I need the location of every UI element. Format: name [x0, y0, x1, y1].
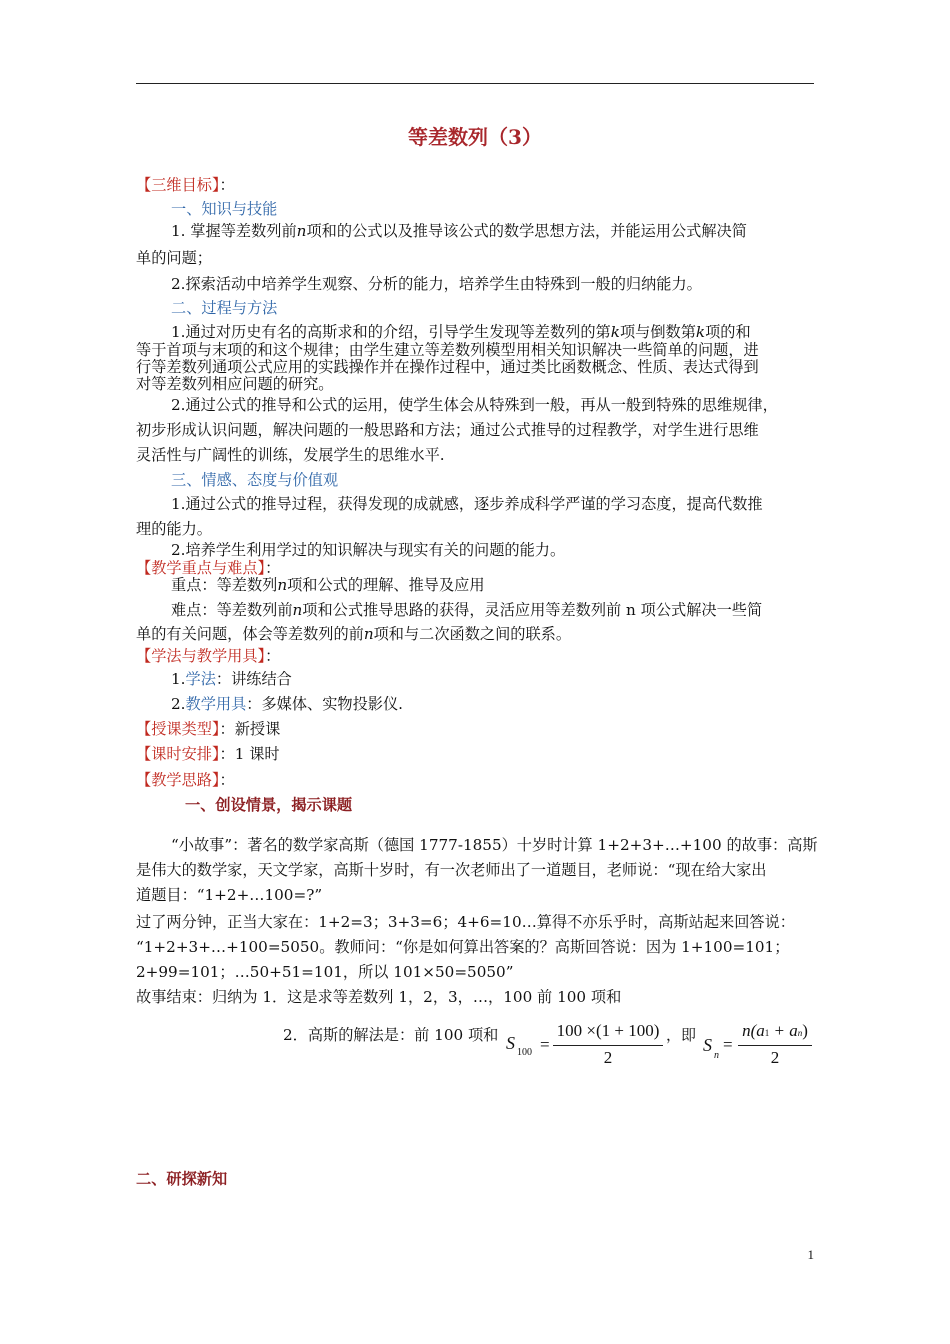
story-line-7: 故事结束：归纳为 1．这是求等差数列 1，2，3，…，100 前 100 项和	[136, 988, 622, 1006]
process-item-2-line2: 初步形成认识问题，解决问题的一般思路和方法；通过公式推导的过程教学，对学生进行思维	[136, 421, 759, 439]
story-line-4: 过了两分钟，正当大家在：1+2=3；3+3=6；4+6=10…算得不亦乐乎时，高斯站起来回答说：	[136, 913, 795, 931]
header-rule	[136, 83, 814, 84]
story-line-6: 2+99=101；…50+51=101，所以 101×50=5050”	[136, 963, 514, 981]
lesson-time: 【课时安排】：1 课时	[136, 745, 280, 763]
process-item-2: 2.通过公式的推导和公式的运用，使学生体会从特殊到一般，再从一般到特殊的思维规律，	[171, 396, 778, 414]
story-line-2: 是伟大的数学家，天文学家，高斯十岁时，有一次老师出了一道题目，老师说：“现在给大家出	[136, 861, 767, 879]
process-item-1-line2: 等于首项与末项的和这个规律；由学生建立等差数列模型用相关知识解决一些简单的问题，进	[136, 341, 759, 359]
process-item-1-line3: 行等差数列通项公式应用的实践操作并在操作过程中，通过类比函数概念、性质、表达式得到	[136, 358, 759, 376]
goals-heading: 【三维目标】：	[136, 176, 235, 194]
key-heading: 【教学重点与难点】：	[136, 559, 281, 577]
emotion-item-2: 2.培养学生利用学过的知识解决与现实有关的问题的能力。	[171, 541, 566, 559]
emotion-item-1: 1.通过公式的推导过程，获得发现的成就感，逐步养成科学严谨的学习态度，提高代数推	[171, 495, 763, 513]
difficulty-point-cont: 单的有关问题，体会等差数列的前n项和与二次函数之间的联系。	[136, 625, 572, 643]
lesson-type: 【授课类型】：新授课	[136, 720, 281, 738]
story-line-5: “1+2+3+…+100=5050。教师问：“你是如何算出答案的？高斯回答说：因为 1+100=101；	[136, 938, 790, 956]
part1-heading: 一、创设情景，揭示课题	[185, 796, 353, 814]
process-item-2-line3: 灵活性与广阔性的训练，发展学生的思维水平.	[136, 446, 445, 464]
emotion-item-1-cont: 理的能力。	[136, 520, 212, 538]
page-number: 1	[807, 1247, 814, 1262]
page-title: 等差数列（3）	[408, 125, 542, 149]
knowledge-heading: 一、知识与技能	[171, 200, 278, 218]
difficulty-point: 难点：等差数列前n项和公式推导思路的获得，灵活应用等差数列前 n 项公式解决一些简	[171, 601, 763, 619]
process-heading: 二、过程与方法	[171, 299, 278, 317]
process-item-1: 1.通过对历史有名的高斯求和的介绍，引导学生发现等差数列的第k项与倒数第k项的和	[171, 323, 751, 341]
knowledge-item-1-cont: 单的问题；	[136, 249, 212, 267]
method-item-1: 1.学法：讲练结合	[171, 670, 292, 688]
key-point: 重点：等差数列n项和公式的理解、推导及应用	[171, 576, 485, 594]
method-heading: 【学法与教学用具】：	[136, 647, 281, 665]
story-line-8: 2．高斯的解法是：前 100 项和	[283, 1026, 499, 1044]
part2-heading: 二、研探新知	[136, 1170, 228, 1188]
emotion-heading: 三、情感、态度与价值观	[171, 471, 339, 489]
story-line-1: “小故事”：著名的数学家高斯（德国 1777-1855）十岁时计算 1+2+3+…+100 的故事：高斯	[171, 836, 818, 854]
teaching-idea-heading: 【教学思路】：	[136, 771, 235, 789]
method-item-2: 2.教学用具：多媒体、实物投影仪.	[171, 695, 403, 713]
story-line-3: 道题目：“1+2+…100=?”	[136, 886, 323, 904]
knowledge-item-2: 2.探索活动中培养学生观察、分析的能力，培养学生由特殊到一般的归纳能力。	[171, 275, 702, 293]
process-item-1-line4: 对等差数列相应问题的研究。	[136, 375, 334, 393]
knowledge-item-1: 1. 掌握等差数列前n项和的公式以及推导该公式的数学思想方法，并能运用公式解决简	[171, 222, 747, 240]
